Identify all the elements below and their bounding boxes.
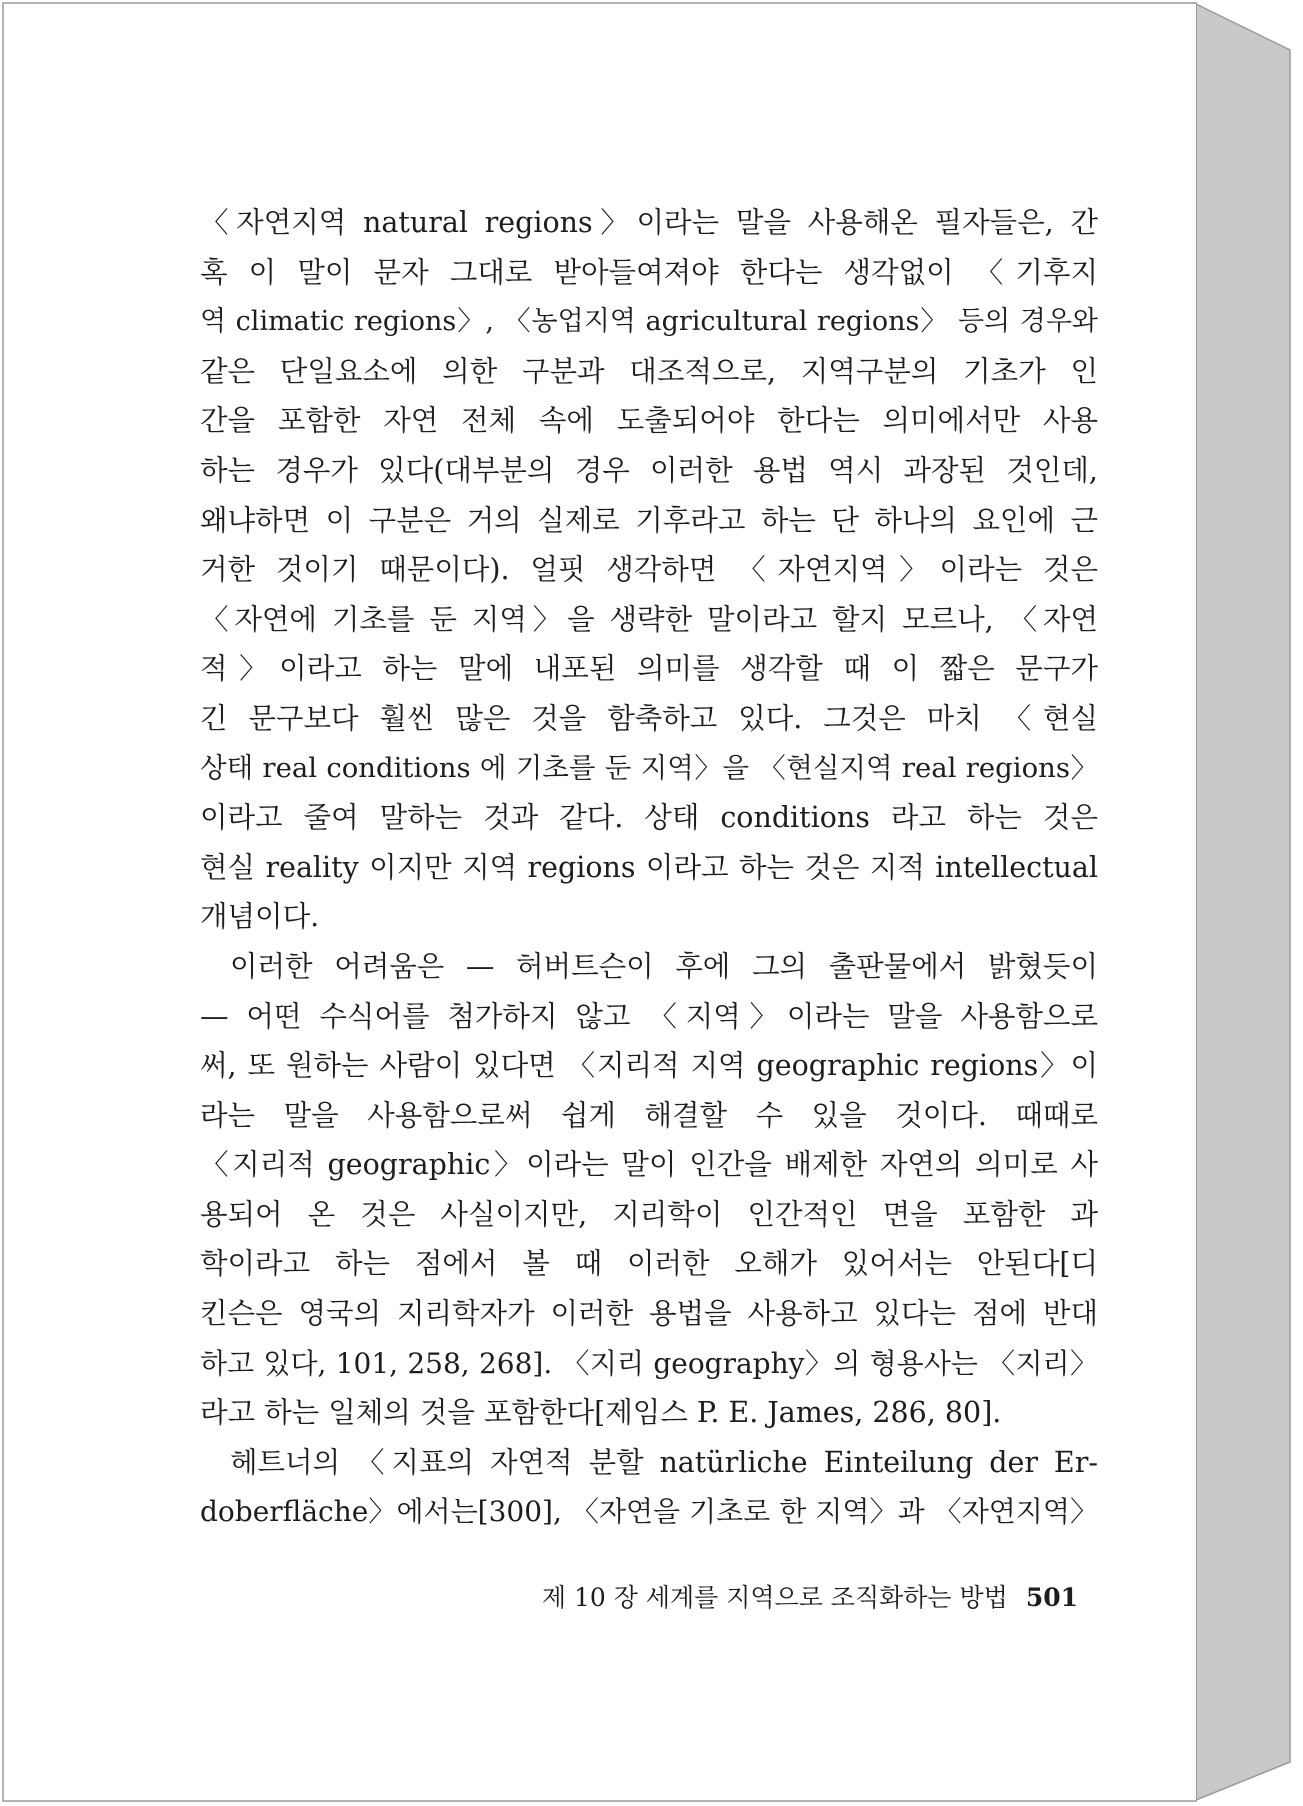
- text-line: 써, 또 원하는 사람이 있다면 〈지리적 지역 geographic regions〉이: [200, 1049, 1098, 1083]
- paragraph-3: [200, 1438, 1098, 1537]
- text-line: 이라고 줄여 말하는 것과 같다. 상태 conditions 라고 하는 것은: [200, 801, 1098, 835]
- text-line: 〈자연지역 natural regions〉이라는 말을 사용해온 필자들은, 간: [200, 206, 1098, 239]
- text-line: 용되어 온 것은 사실이지만, 지리학이 인간적인 면을 포함한 과: [200, 1197, 1098, 1231]
- text-line: 같은 단일요소에 의한 구분과 대조적으로, 지역구분의 기초가 인: [200, 354, 1098, 388]
- text-line: 학이라고 하는 점에서 볼 때 이러한 오해가 있어서는 안된다[디: [200, 1247, 1098, 1281]
- text-line: 왜냐하면 이 구분은 거의 실제로 기후라고 하는 단 하나의 요인에 근: [200, 503, 1098, 537]
- paragraph-2: [200, 942, 1098, 1438]
- text-line: 라고 하는 일체의 것을 포함한다[제임스 P. E. James, 286, 80].: [200, 1396, 1002, 1430]
- text-line: — 어떤 수식어를 첨가하지 않고 〈지역〉이라는 말을 사용함으로: [200, 999, 1098, 1033]
- body-text: [200, 198, 1098, 1537]
- text-line: 〈지리적 geographic〉이라는 말이 인간을 배제한 자연의 의미로 사: [200, 1148, 1098, 1182]
- page-footer: [512, 1581, 1078, 1615]
- running-head: 제 10 장 세계를 지역으로 조직화하는 방법: [541, 1583, 1008, 1612]
- text-line: 하고 있다, 101, 258, 268]. 〈지리 geography〉의 형용사는 〈지리〉: [200, 1346, 1098, 1380]
- text-line: 혹 이 말이 문자 그대로 받아들여져야 한다는 생각없이 〈기후지: [200, 255, 1098, 289]
- text-line: 라는 말을 사용함으로써 쉽게 해결할 수 있을 것이다. 때때로: [200, 1098, 1098, 1132]
- text-line: 상태 real conditions 에 기초를 둔 지역〉을 〈현실지역 real regions〉: [200, 751, 1098, 784]
- page-number: 501: [1025, 1583, 1078, 1612]
- text-line: 현실 reality 이지만 지역 regions 이라고 하는 것은 지적 intellectual: [200, 850, 1098, 884]
- text-line: 〈자연에 기초를 둔 지역〉을 생략한 말이라고 할지 모르나, 〈자연: [200, 602, 1098, 636]
- text-line: 헤트너의 〈지표의 자연적 분할 natürliche Einteilung der Er-: [230, 1445, 1098, 1479]
- text-line: 적〉이라고 하는 말에 내포된 의미를 생각할 때 이 짧은 문구가: [200, 652, 1098, 686]
- text-line: doberfläche〉에서는[300], 〈자연을 기초로 한 지역〉과 〈자연지역〉: [200, 1495, 1098, 1529]
- text-line: 역 climatic regions〉, 〈농업지역 agricultural regions〉 등의 경우와: [200, 306, 1098, 338]
- paragraph-1: [200, 198, 1098, 942]
- text-line: 거한 것이기 때문이다). 얼핏 생각하면 〈자연지역〉이라는 것은: [200, 553, 1098, 587]
- text-line: 개념이다.: [200, 900, 320, 934]
- text-line: 이러한 어려움은 — 허버트슨이 후에 그의 출판물에서 밝혔듯이: [230, 949, 1098, 983]
- text-line: 간을 포함한 자연 전체 속에 도출되어야 한다는 의미에서만 사용: [200, 404, 1098, 438]
- text-line: 하는 경우가 있다(대부분의 경우 이러한 용법 역시 과장된 것인데,: [200, 453, 1098, 487]
- text-line: 긴 문구보다 훨씬 많은 것을 함축하고 있다. 그것은 마치 〈현실: [200, 701, 1098, 735]
- text-line: 킨슨은 영국의 지리학자가 이러한 용법을 사용하고 있다는 점에 반대: [200, 1297, 1098, 1331]
